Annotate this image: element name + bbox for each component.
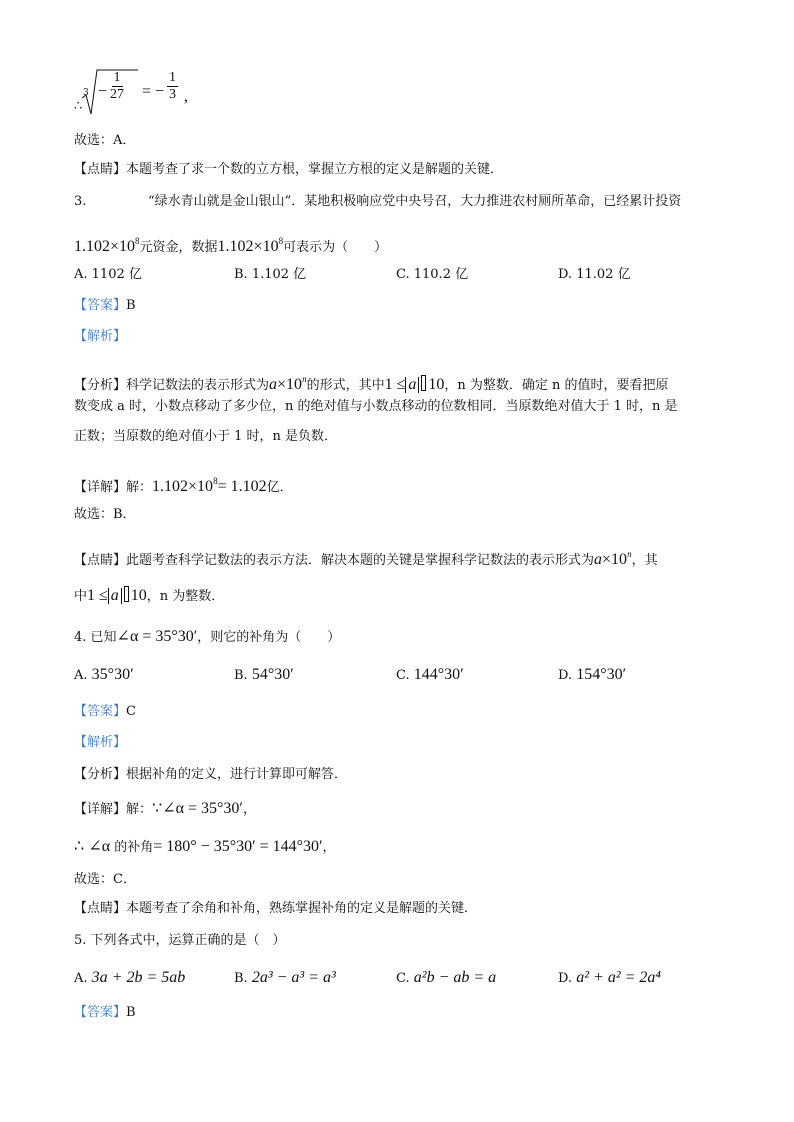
- q3-option-a: A. 1102 亿: [74, 267, 142, 282]
- q3-stem-line1: “绿水青山就是金山银山”．某地积极响应党中央号召，大力推进农村厕所革命，已经累计投资: [148, 194, 682, 209]
- q4-comment: 【点睛】本题考查了余角和补角，熟练掌握补角的定义是解题的关键．: [74, 901, 478, 916]
- q3-comment-line2: 中1 ≤ a 10，n 为整数．: [74, 587, 225, 604]
- q5-option-b: B. 2a³ − a³ = a³: [234, 969, 336, 986]
- q5-stem: 5. 下列各式中，运算正确的是（ ）: [74, 933, 286, 948]
- q3-stem-line2: $1.102\times 10^8$元资金，数据$1.102\times 10^8$可表示为（ ）: [74, 236, 388, 255]
- q4-detail-line1: 【详解】解：∵∠α = 35°30′，: [74, 800, 256, 817]
- q5-option-d: D. a² + a² = 2a⁴: [558, 969, 661, 986]
- formula-comma: ,: [184, 88, 188, 105]
- q3-analysis-tag: 【解析】: [74, 329, 127, 344]
- q4-choose: 故选：C．: [74, 872, 136, 887]
- q3-option-c: C. 110.2 亿: [396, 267, 469, 282]
- root-index: 3: [83, 88, 89, 98]
- fraction-one-27: $\frac{1}{27}$: [110, 70, 124, 102]
- q4-option-b: B. 54°30′: [234, 666, 294, 683]
- comment-tag: 【点睛】: [74, 162, 127, 177]
- q3-answer: 【答案】B: [74, 298, 136, 313]
- fraction-one-three: $\frac{1}{3}$: [169, 70, 176, 102]
- q3-fenxi-line1: 【分析】科学记数法的表示形式为$a\times 10^n$的形式，其中1 ≤ a 10，n 为整数．确定 n 的值时，要看把原: [74, 374, 669, 393]
- q5-option-a: A. 3a + 2b = 5ab: [74, 969, 186, 986]
- q4-fenxi: 【分析】根据补角的定义，进行计算即可解答．: [74, 767, 348, 782]
- q5-answer: 【答案】B: [74, 1005, 136, 1020]
- q3-option-d: D. 11.02 亿: [558, 267, 631, 282]
- q4-detail-line2: ∴ ∠α 的补角= 180° − 35°30′ = 144°30′，: [74, 838, 336, 855]
- minus-sign: −: [98, 83, 108, 100]
- q4-stem: 4. 已知∠α = 35°30′，则它的补角为（ ）: [74, 628, 341, 645]
- missing-glyph-box: [124, 586, 129, 602]
- q3-option-b: B. 1.102 亿: [234, 267, 307, 282]
- q4-option-a: A. 35°30′: [74, 666, 134, 683]
- q2-choose: 故选：A．: [74, 133, 136, 148]
- q4-analysis-tag: 【解析】: [74, 735, 127, 750]
- q3-fenxi-line3: 正数；当原数的绝对值小于 1 时，n 是负数．: [74, 429, 338, 444]
- q3-fenxi-line2: 数变成 a 时，小数点移动了多少位，n 的绝对值与小数点移动的位数相同．当原数绝对值大于 1 时，n 是: [74, 399, 678, 414]
- q3-detail: 【详解】解：$1.102\times 10^8= 1.102$亿．: [74, 476, 293, 495]
- q4-option-d: D. 154°30′: [558, 666, 627, 683]
- therefore-symbol: ∴: [74, 99, 83, 114]
- q3-number: 3.: [74, 194, 87, 209]
- q5-option-c: C. a²b − ab = a: [396, 969, 497, 986]
- q3-choose: 故选：B．: [74, 507, 136, 522]
- equals-minus: = −: [142, 83, 165, 100]
- q3-comment-line1: 【点睛】此题考查科学记数法的表示方法．解决本题的关键是掌握科学记数法的表示形式为$a\times 10^n$，其: [74, 549, 658, 568]
- missing-glyph-box: [421, 375, 426, 391]
- q4-answer: 【答案】C: [74, 704, 136, 719]
- answer-tag: 【答案】: [74, 298, 127, 313]
- q2-comment: 【点睛】本题考查了求一个数的立方根，掌握立方根的定义是解题的关键．: [74, 162, 504, 177]
- q4-option-c: C. 144°30′: [396, 666, 464, 683]
